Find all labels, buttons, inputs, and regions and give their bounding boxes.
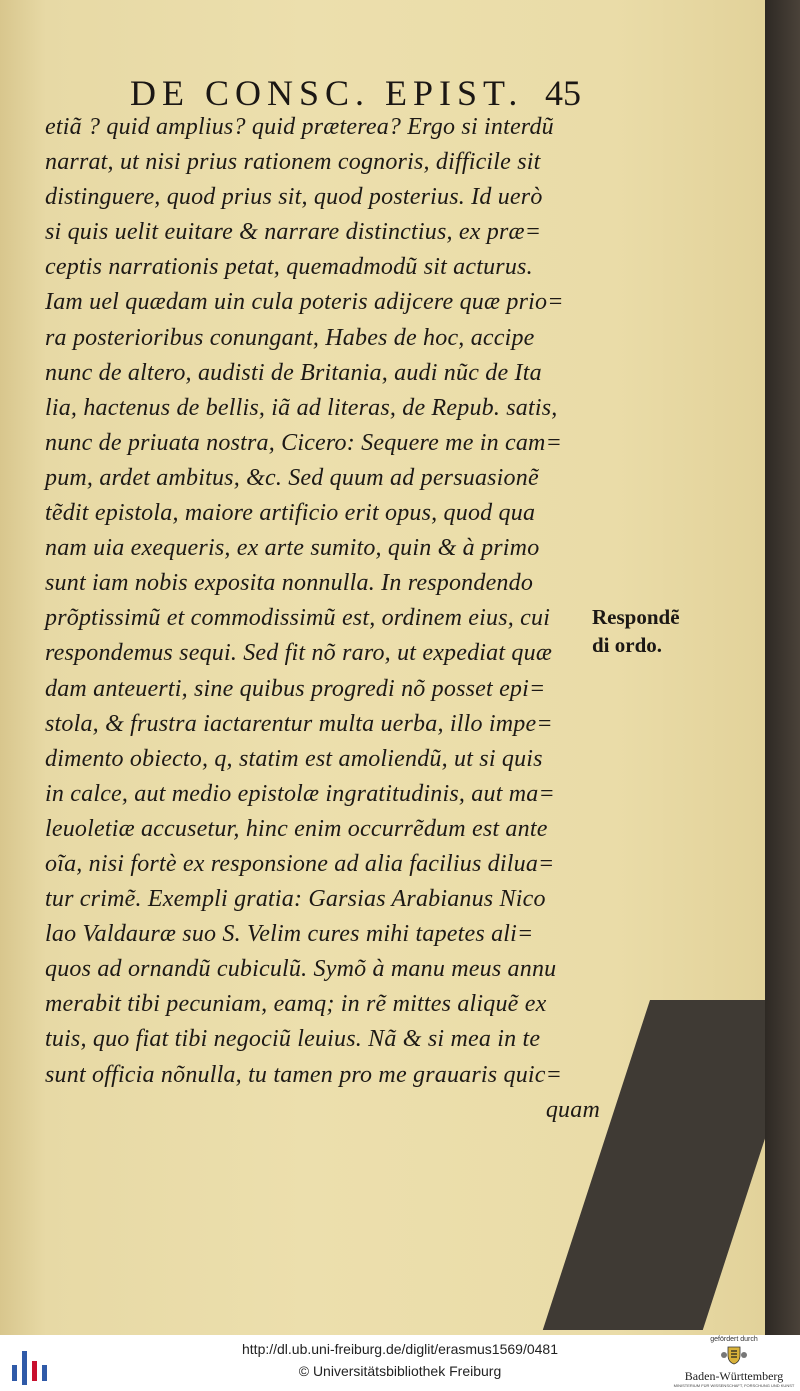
text-line: oĩa, nisi fortè ex responsione ad alia facilius dilua=: [45, 850, 555, 877]
text-line: dam anteuerti, sine quibus progredi nõ posset epi=: [45, 675, 546, 702]
permalink[interactable]: http://dl.ub.uni-freiburg.de/diglit/erasmus1569/0481: [242, 1341, 558, 1357]
text-line: respondemus sequi. Sed fit nõ raro, ut expediat quӕ: [45, 640, 553, 667]
text-line: prõptissimũ et commodissimũ est, ordinem eius, cui: [45, 605, 551, 632]
text-line: sunt iam nobis exposita nonnulla. In respondendo: [45, 570, 534, 597]
text-line: in calce, aut medio epistolӕ ingratitudinis, aut ma=: [45, 780, 555, 807]
text-line: etiã ? quid amplius? quid prӕterea? Ergo si interdũ: [45, 114, 554, 140]
text-line: tuis, quo fiat tibi negociũ leuius. Nã & si mea in te: [45, 1026, 541, 1053]
page-number: 45: [545, 73, 581, 113]
text-line: narrat, ut nisi prius rationem cognoris, difficile sit: [45, 149, 541, 176]
text-line: quos ad ornandũ cubiculũ. Symõ à manu meus annu: [45, 956, 557, 983]
text-line: distinguere, quod prius sit, quod posterius. Id uerò: [45, 184, 543, 211]
marginal-note: [592, 603, 680, 659]
text-line: merabit tibi pecuniam, eamq; in rẽ mittes aliquẽ ex: [45, 991, 547, 1018]
scan-margin-strip: [765, 0, 800, 1335]
text-line: sunt officia nõnulla, tu tamen pro me grauaris quic=: [45, 1061, 563, 1088]
text-line: nam uia exequeris, ex arte sumito, quin & à primo: [45, 535, 540, 562]
text-line: Iam uel quӕdam uin cula poteris adijcere quӕ prio=: [45, 289, 564, 316]
text-line: stola, & frustra iactarentur multa uerba, illo impe=: [45, 710, 553, 737]
sponsor-block: [672, 1335, 796, 1391]
text-line: lia, hactenus de bellis, iã ad literas, de Repub. satis,: [45, 394, 558, 421]
text-line: dimento obiecto, q, statim est amoliendũ, ut si quis: [45, 745, 543, 772]
running-head: DE CONSC. EPIST.: [130, 73, 524, 113]
text-line: leuoletiӕ accusetur, hinc enim occurrẽdum est ante: [45, 815, 548, 842]
sponsor-caption: gefördert durch: [710, 1336, 758, 1343]
text-line: tur crimẽ. Exempli gratia: Garsias Arabianus Nico: [45, 886, 546, 913]
body-text: [45, 110, 600, 1128]
text-line: ceptis narrationis petat, quemadmodũ sit acturus.: [45, 254, 533, 281]
text-line: nunc de altero, audisti de Britania, audi nũc de Ita: [45, 359, 542, 386]
sponsor-subtitle: MINISTERIUM FÜR WISSENSCHAFT, FORSCHUNG UND KUNST: [673, 1383, 795, 1388]
text-line: nunc de priuata nostra, Cicero: Sequere me in cam=: [45, 429, 562, 456]
marginal-note-line: di ordo.: [592, 633, 663, 657]
text-line: ra posterioribus conungant, Habes de hoc, accipe: [45, 324, 535, 351]
text-line: si quis uelit euitare & narrare distinctius, ex prӕ=: [45, 219, 542, 246]
text-line: lao Valdaurӕ suo S. Velim cures mihi tapetes ali=: [45, 921, 534, 948]
catchword: quam: [545, 1096, 600, 1123]
text-line: tẽdit epistola, maiore artificio erit opus, quod qua: [45, 500, 536, 527]
sponsor-name: Baden-Württemberg: [684, 1369, 784, 1383]
coat-of-arms-icon: [719, 1345, 749, 1365]
marginal-note-line: Respondẽ: [592, 605, 680, 629]
copyright-notice: © Universitätsbibliothek Freiburg: [298, 1363, 502, 1379]
text-line: pum, ardet ambitus, &c. Sed quum ad persuasionẽ: [45, 464, 539, 491]
footer: [0, 1335, 800, 1391]
